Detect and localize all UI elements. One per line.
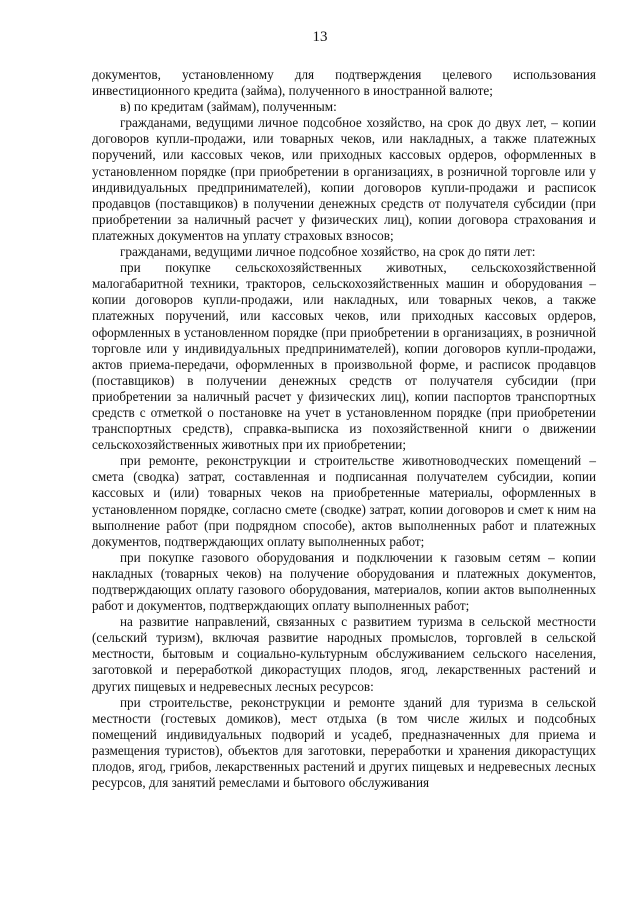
paragraph-item-v: в) по кредитам (займам), полученным: bbox=[120, 99, 337, 115]
paragraph-tourism-construction: при строительстве, реконструкции и ремонте зданий для туризма в сельской местности (гостевых домиков), мест отдыха (в том числе жилых и подсобных помещений индивидуальных подворий и усадеб, предназначенных для приема и размещения туристов), объектов для заготовки, переработки и хранения дикорастущих плодов, ягод, грибов, лекарственных растений и других пищевых и недревесных лесных ресурсов, для занятий ремеслами и бытового обслуживания bbox=[92, 694, 596, 791]
page-number: 13 bbox=[312, 29, 328, 45]
paragraph-livestock-buildings: при ремонте, реконструкции и строительстве животноводческих помещений – смета (сводка) затрат, составленная и подписанная получателем субсидии, копии кассовых и (или) товарных чеков на приобретенные материалы, оформленных в установленном порядке, согласно смете (сводке) затрат, копии договоров и смет к ним на выполнение работ (при подрядном способе), актов выполненных работ и платежных документов, подтверждающих оплату выполненных работ; bbox=[92, 453, 596, 549]
document-body bbox=[92, 67, 596, 791]
paragraph-two-years: гражданами, ведущими личное подсобное хозяйство, на срок до двух лет, – копии договоров купли-продажи, или товарных чеков, или накладных, а также платежных поручений, или кассовых чеков, или приходных кассовых ордеров, оформленных в установленном порядке (при приобретении в организациях, в розничной торговле или у индивидуальных предпринимателей), копии договоров купли-продажи и расписок продавцов (поставщиков) в получении денежных средств от получателя субсидии (при приобретении за наличный расчет у физических лиц), копии договора страхования и платежных документов на уплату страховых взносов; bbox=[92, 115, 596, 243]
paragraph-five-years: гражданами, ведущими личное подсобное хозяйство, на срок до пяти лет: bbox=[120, 244, 536, 260]
paragraph-gas-equipment: при покупке газового оборудования и подключении к газовым сетям – копии накладных (товарных чеков) на получение оборудования и платежных документов, подтверждающих оплату газового оборудования, материалов, копии актов выполненных работ и документов, подтверждающих оплату выполненных работ; bbox=[92, 549, 596, 614]
paragraph-rural-tourism: на развитие направлений, связанных с развитием туризма в сельской местности (сельский туризм), включая развитие народных промыслов, торговлей в сельской местности, бытовым и социально-культурным обслуживанием сельского населения, заготовкой и переработкой дикорастущих плодов, ягод, лекарственных растений и других пищевых и недревесных лесных ресурсов: bbox=[92, 614, 596, 694]
paragraph-continuation: документов, установленному для подтверждения целевого использования инвестиционного кредита (займа), полученного в иностранной валюте; bbox=[92, 67, 596, 99]
paragraph-livestock-purchase: при покупке сельскохозяйственных животных, сельскохозяйственной малогабаритной техники, тракторов, сельскохозяйственных машин и оборудования – копии договоров купли-продажи, или накладных, или товарных чеков, а также платежных поручений, или кассовых чеков, или приходных кассовых ордеров, оформленных в установленном порядке (при приобретении в организациях, в розничной торговле или у индивидуальных предпринимателей), копии договоров купли-продажи, актов приема-передачи, оформленных в произвольной форме, и расписок продавцов (поставщиков) в получении денежных средств от получателя субсидии (при приобретении за наличный расчет у физических лиц), копии паспортов транспортных средств с отметкой о постановке на учет в установленном порядке (при приобретении транспортных средств), справка-выписка из похозяйственной книги о движении сельскохозяйственных животных при их приобретении; bbox=[92, 260, 596, 453]
